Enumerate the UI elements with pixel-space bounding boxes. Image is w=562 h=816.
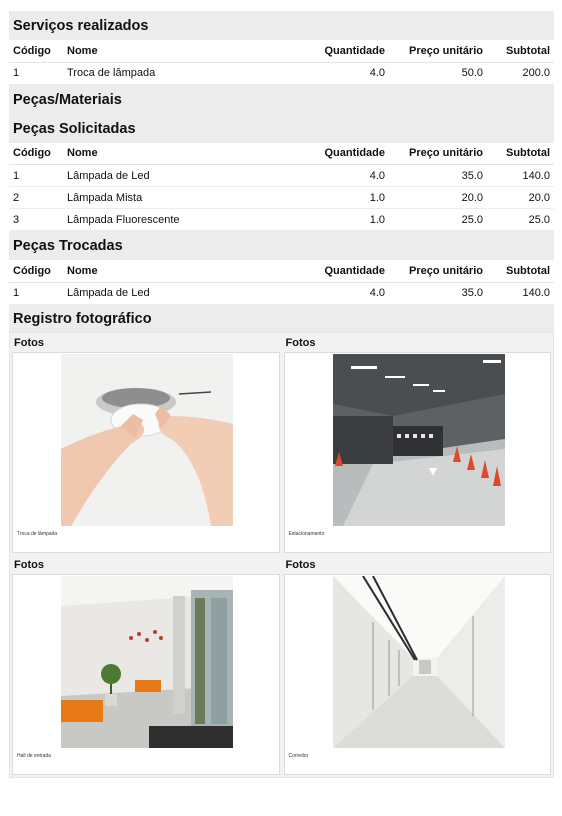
photo-label: Fotos	[285, 336, 316, 349]
column-header-name: Nome	[63, 40, 289, 62]
photo-card	[12, 559, 280, 775]
photo-caption: Estacionamento	[288, 530, 325, 537]
work-order-report	[9, 11, 554, 778]
entrance-hall-photo[interactable]	[61, 576, 233, 748]
cell-quantity: 4.0	[289, 62, 389, 84]
cell-subtotal: 140.0	[487, 282, 554, 304]
column-header-code: Código	[9, 260, 63, 282]
photo-caption: Hall de entrada	[17, 752, 51, 759]
replaced-parts-title: Peças Trocadas	[9, 231, 554, 260]
cell-code: 1	[9, 62, 63, 84]
table-header-row	[9, 260, 554, 282]
photo-record-title: Registro fotográfico	[9, 305, 554, 332]
table-row	[9, 62, 554, 84]
cell-code: 2	[9, 187, 63, 209]
cell-name: Lâmpada Mista	[63, 187, 289, 209]
column-header-subtotal: Subtotal	[487, 260, 554, 282]
lamp-replacement-photo[interactable]	[61, 354, 233, 526]
column-header-subtotal: Subtotal	[487, 40, 554, 62]
cell-name: Troca de lâmpada	[63, 62, 289, 84]
cell-quantity: 1.0	[289, 209, 389, 231]
column-header-unit-price: Preço unitário	[389, 143, 487, 165]
column-header-unit-price: Preço unitário	[389, 260, 487, 282]
cell-code: 1	[9, 165, 63, 187]
table-header-row	[9, 40, 554, 62]
cell-quantity: 1.0	[289, 187, 389, 209]
photo-card	[12, 337, 280, 553]
photo-card	[284, 559, 552, 775]
cell-code: 1	[9, 282, 63, 304]
cell-unit-price: 20.0	[389, 187, 487, 209]
requested-parts-title: Peças Solicitadas	[9, 114, 554, 143]
column-header-code: Código	[9, 143, 63, 165]
replaced-parts-table	[9, 260, 554, 305]
cell-unit-price: 25.0	[389, 209, 487, 231]
services-table	[9, 40, 554, 85]
table-row	[9, 187, 554, 209]
cell-subtotal: 200.0	[487, 62, 554, 84]
cell-subtotal: 140.0	[487, 165, 554, 187]
cell-subtotal: 25.0	[487, 209, 554, 231]
column-header-code: Código	[9, 40, 63, 62]
column-header-unit-price: Preço unitário	[389, 40, 487, 62]
cell-unit-price: 35.0	[389, 165, 487, 187]
table-header-row	[9, 143, 554, 165]
column-header-name: Nome	[63, 260, 289, 282]
column-header-subtotal: Subtotal	[487, 143, 554, 165]
table-row	[9, 282, 554, 304]
cell-name: Lâmpada Fluorescente	[63, 209, 289, 231]
cell-name: Lâmpada de Led	[63, 165, 289, 187]
photo-caption: Troca de lâmpada	[17, 530, 58, 537]
requested-parts-table	[9, 143, 554, 232]
cell-quantity: 4.0	[289, 165, 389, 187]
services-section-title: Serviços realizados	[9, 11, 554, 40]
parts-section-title: Peças/Materiais	[9, 85, 554, 114]
cell-subtotal: 20.0	[487, 187, 554, 209]
cell-name: Lâmpada de Led	[63, 282, 289, 304]
column-header-quantity: Quantidade	[289, 143, 389, 165]
parking-lot-photo[interactable]	[333, 354, 505, 526]
cell-unit-price: 35.0	[389, 282, 487, 304]
column-header-quantity: Quantidade	[289, 40, 389, 62]
column-header-quantity: Quantidade	[289, 260, 389, 282]
table-row	[9, 165, 554, 187]
photo-label: Fotos	[14, 558, 44, 571]
cell-unit-price: 50.0	[389, 62, 487, 84]
column-header-name: Nome	[63, 143, 289, 165]
photo-label: Fotos	[14, 336, 44, 349]
corridor-photo[interactable]	[333, 576, 505, 748]
photo-caption: Corredor	[288, 752, 309, 759]
table-row	[9, 209, 554, 231]
photo-label: Fotos	[285, 558, 316, 571]
photo-card	[284, 337, 552, 553]
cell-quantity: 4.0	[289, 282, 389, 304]
photo-grid	[9, 332, 554, 778]
cell-code: 3	[9, 209, 63, 231]
